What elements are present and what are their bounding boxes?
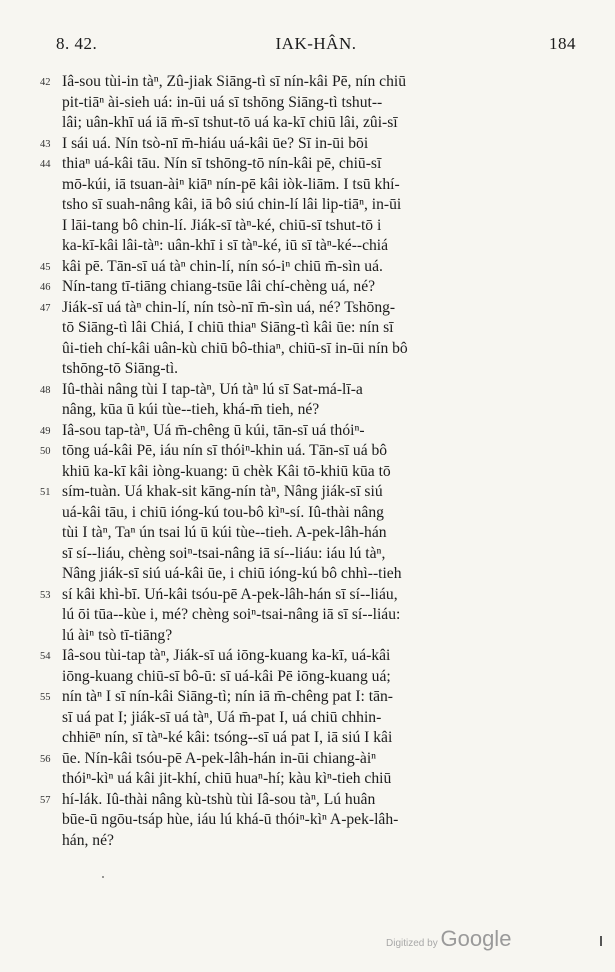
text-line — [40, 216, 580, 237]
text-line — [40, 72, 580, 93]
text-line — [40, 93, 580, 114]
text-line — [40, 441, 580, 462]
text-line — [40, 523, 580, 544]
line-text: I lāi-tang bô chin-lí. Jiák-sī tàⁿ-ké, chiū-sī tshut-tō i — [62, 216, 382, 234]
text-line — [40, 810, 580, 831]
verse-number: 44 — [40, 159, 51, 170]
line-text: Nâng jiák-sī siú uá-kâi ūe, i chiū ióng-kú bô chhì--tieh — [62, 565, 402, 582]
line-text: mō-kúi, iā tsuan-àiⁿ kiāⁿ nín-pē kâi iòk-liām. I tsū khí- — [62, 175, 400, 193]
line-text: tōng uá-kâi Pē, iáu nín sī thóiⁿ-khin uá. Tān-sī uá bô — [62, 442, 388, 459]
text-line — [40, 236, 580, 257]
verse-number: 47 — [40, 302, 51, 314]
verse-number: 55 — [40, 692, 51, 703]
text-line — [40, 339, 580, 360]
line-text: tùi I tàⁿ, Taⁿ ún tsai lú ū kúi tùe--tieh. A-pek-lâh-hán — [62, 524, 387, 541]
line-text: ûi-tieh chí-kâi uân-kù chiū bô-thiaⁿ, chiū-sī in-ūi nín bô — [62, 339, 408, 357]
speck-mark — [102, 876, 104, 878]
verse-number: 53 — [40, 589, 51, 601]
verse-number: 49 — [40, 425, 51, 437]
verse-number: 56 — [40, 753, 51, 765]
verse-number: 50 — [40, 446, 51, 457]
line-text: lú àiⁿ tsò tī-tiāng? — [62, 626, 173, 644]
verse-number: 42 — [40, 77, 51, 88]
line-text: lú ōi tūa--kùe i, mé? chèng soiⁿ-tsai-nâng iā sī sí--liáu: — [62, 606, 401, 623]
text-line — [40, 585, 580, 606]
text-line — [40, 134, 580, 155]
line-text: uá-kâi tāu, i chiū ióng-kú tou-bô kìⁿ-sí. Iû-thài nâng — [62, 503, 384, 521]
text-line — [40, 277, 580, 298]
verse-number: 48 — [40, 384, 51, 396]
text-line — [40, 421, 580, 442]
text-line — [40, 195, 580, 216]
line-text: nín tàⁿ I sī nín-kâi Siāng-tì; nín iā m̄-chêng pat I: tān- — [62, 688, 394, 705]
text-line — [40, 708, 580, 729]
verse-number: 43 — [40, 138, 51, 150]
line-text: tsho sī suah-nâng kâi, iā bô siú chin-lí lâi lip-tiāⁿ, in-ūi — [62, 196, 402, 213]
line-text: khiū ka-kī kâi iòng-kuang: ū chèk Kâi tō-khiū kūa tō — [62, 462, 391, 480]
text-line — [40, 544, 580, 565]
text-body — [40, 72, 580, 851]
edge-mark — [600, 936, 602, 946]
line-text: Iâ-sou tùi-tap tàⁿ, Jiák-sī uá iōng-kuang ka-kī, uá-kâi — [62, 647, 391, 664]
line-text: hí-lák. Iû-thài nâng kù-tshù tùi Iâ-sou tàⁿ, Lú huân — [62, 790, 376, 808]
line-text: pit-tiāⁿ ài-sieh uá: in-ūi uá sī tshōng Siāng-tì tshut-- — [62, 93, 383, 111]
verse-number: 46 — [40, 282, 51, 293]
text-line — [40, 462, 580, 483]
text-line — [40, 400, 580, 421]
text-line — [40, 790, 580, 811]
verse-number: 45 — [40, 261, 51, 273]
page-number: 184 — [549, 34, 576, 53]
verse-number: 57 — [40, 794, 51, 806]
text-line — [40, 482, 580, 503]
text-line — [40, 831, 580, 852]
text-line — [40, 113, 580, 134]
line-text: kâi pē. Tān-sī uá tàⁿ chin-lí, nín só-iⁿ chiū m̄-sìn uá. — [62, 257, 383, 275]
line-text: ūe. Nín-kâi tsóu-pē A-pek-lâh-hán in-ūi chiang-àiⁿ — [62, 749, 377, 767]
text-line — [40, 687, 580, 708]
line-text: sí kâi khì-bī. Uń-kâi tsóu-pē A-pek-lâh-hán sī sí--liáu, — [62, 585, 398, 603]
line-text: Iû-thài nâng tùi I tap-tàⁿ, Uń tàⁿ lú sī Sat-má-lī-a — [62, 380, 363, 398]
verse-number: 51 — [40, 487, 51, 498]
line-text: Iâ-sou tùi-in tàⁿ, Zû-jiak Siāng-tì sī nín-kâi Pē, nín chiū — [62, 73, 407, 90]
text-line — [40, 359, 580, 380]
text-line — [40, 626, 580, 647]
digitized-watermark — [386, 926, 511, 952]
line-text: Jiák-sī uá tàⁿ chin-lí, nín tsò-nī m̄-sìn uá, né? Tshōng- — [62, 298, 396, 316]
text-line — [40, 503, 580, 524]
line-text: I sái uá. Nín tsò-nī m̄-hiáu uá-kâi ūe? Sī in-ūi bōi — [62, 134, 369, 152]
line-text: chhiēⁿ nín, sī tàⁿ-ké kâi: tsóng--sī uá pat I, iā siú I kâi — [62, 729, 393, 746]
line-text: nâng, kūa ū kúi tùe--tieh, khá-m̄ tieh, né? — [62, 401, 320, 418]
running-header — [56, 34, 576, 58]
text-line — [40, 257, 580, 278]
text-line — [40, 175, 580, 196]
text-line — [40, 605, 580, 626]
line-text: lâi; uân-khī uá iā m̄-sī tshut-tō uá ka-kī chiū lâi, zûi-sī — [62, 114, 398, 131]
line-text: tō Siāng-tì lâi Chiá, I chiū thiaⁿ Siāng-tì kâi ūe: nín sī — [62, 319, 394, 336]
text-line — [40, 728, 580, 749]
line-text: hán, né? — [62, 831, 114, 849]
line-text: ka-kī-kâi lâi-tàⁿ: uân-khī i sī tàⁿ-ké, iū sī tàⁿ-ké--chiá — [62, 237, 389, 254]
line-text: sī uá pat I; jiák-sī uá tàⁿ, Uá m̄-pat I, uá chiū chhin- — [62, 708, 382, 726]
watermark-prefix: Digitized by — [386, 938, 438, 949]
line-text: thóiⁿ-kìⁿ uá kâi jit-khí, chiū huaⁿ-hí; kàu kìⁿ-tieh chiū — [62, 770, 392, 787]
text-line — [40, 298, 580, 319]
text-line — [40, 380, 580, 401]
line-text: sím-tuàn. Uá khak-sit kāng-nín tàⁿ, Nâng jiák-sī siú — [62, 483, 383, 500]
text-line — [40, 667, 580, 688]
book-title: IAK-HÂN. — [275, 34, 357, 53]
text-line — [40, 564, 580, 585]
line-text: tshōng-tō Siāng-tì. — [62, 360, 179, 377]
chapter-verse-ref: 8. 42. — [56, 34, 98, 53]
line-text: Nín-tang tī-tiāng chiang-tsūe lâi chí-chèng uá, né? — [62, 278, 376, 295]
google-logo: Google — [440, 926, 512, 951]
text-line — [40, 646, 580, 667]
line-text: būe-ū ngōu-tsáp hùe, iáu lú khá-ū thóiⁿ-kìⁿ A-pek-lâh- — [62, 811, 399, 828]
line-text: thiaⁿ uá-kâi tāu. Nín sī tshōng-tō nín-kâi pē, chiū-sī — [62, 155, 382, 172]
text-line — [40, 749, 580, 770]
verse-number: 54 — [40, 651, 51, 662]
text-line — [40, 318, 580, 339]
line-text: sī sí--liáu, chèng soiⁿ-tsai-nâng iā sí--liáu: iáu lú tàⁿ, — [62, 544, 386, 562]
line-text: Iâ-sou tap-tàⁿ, Uá m̄-chêng ū kúi, tān-sī uá thóiⁿ- — [62, 421, 365, 439]
text-line — [40, 154, 580, 175]
text-line — [40, 769, 580, 790]
line-text: iōng-kuang chiū-sī bô-ū: sī uá-kâi Pē iōng-kuang uá; — [62, 667, 391, 685]
